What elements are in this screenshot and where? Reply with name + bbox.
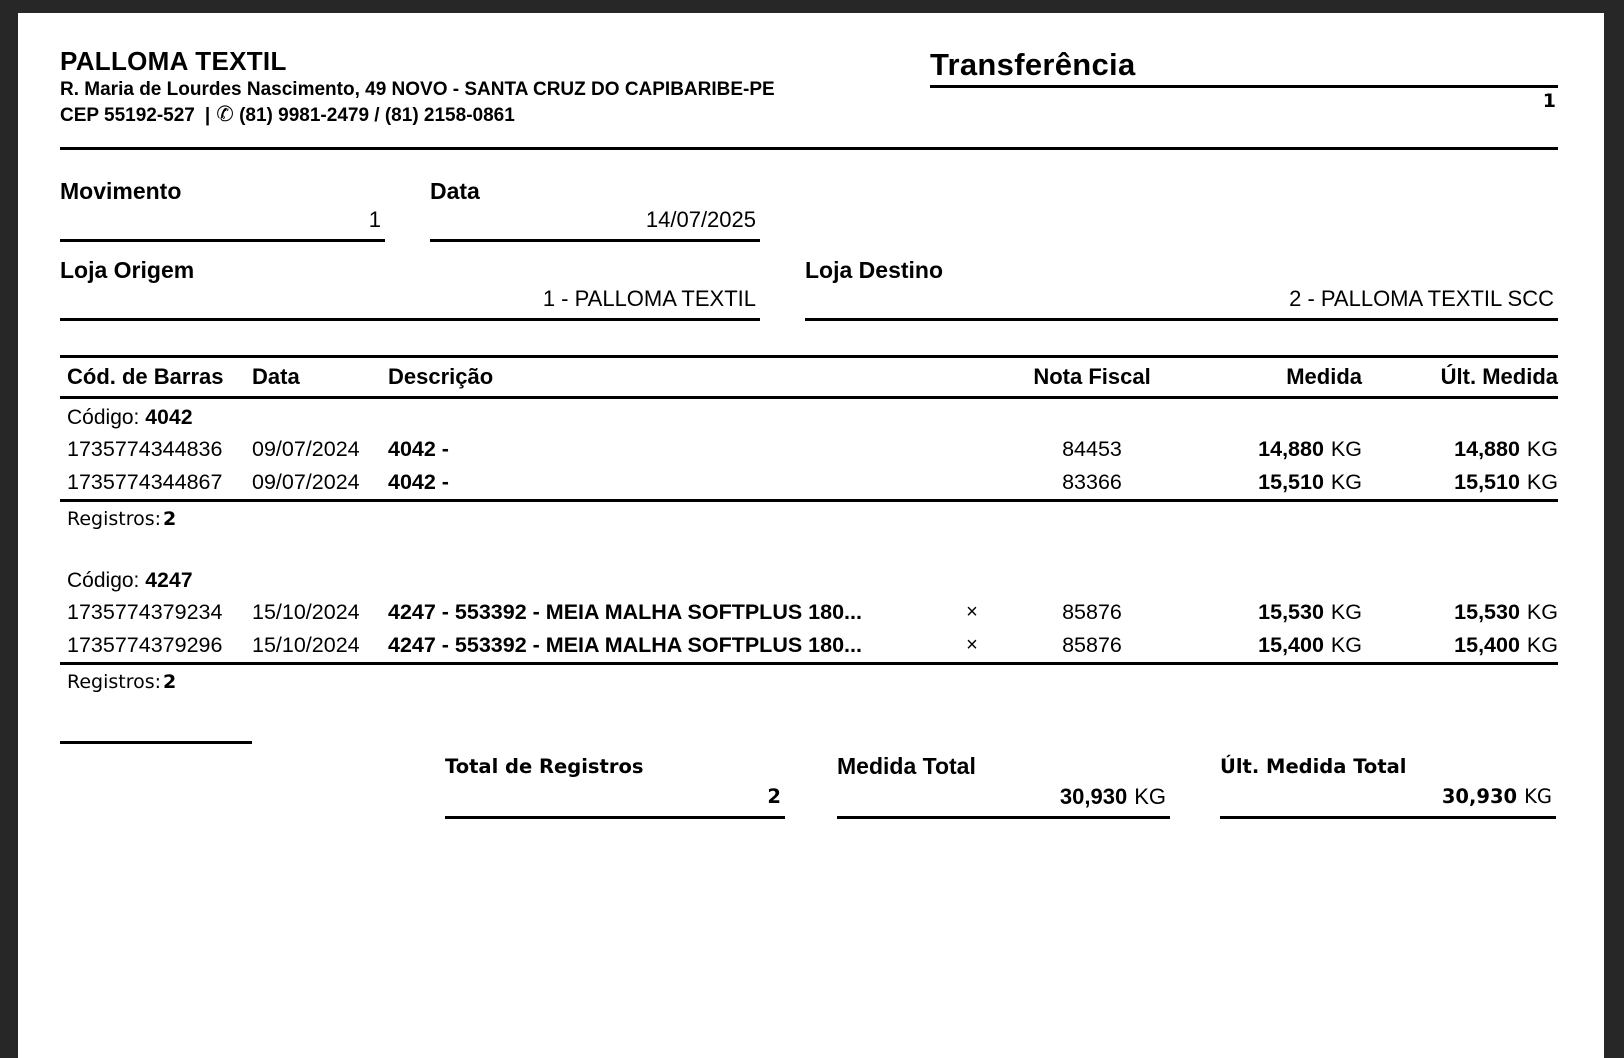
date-cell: 09/07/2024 <box>252 437 360 461</box>
header-measure: Medida <box>1286 364 1362 389</box>
code-label: Código: <box>67 569 140 592</box>
field-data <box>430 177 760 242</box>
x-marker: × <box>966 601 978 623</box>
table-group-4247 <box>60 566 1558 700</box>
phone-icon: ✆ <box>216 103 234 126</box>
loja-destino-label: Loja Destino <box>805 257 944 283</box>
table-row <box>60 433 1558 466</box>
description-cell: 4247 - 553392 - MEIA MALHA SOFTPLUS 180... <box>388 633 862 657</box>
field-movimento <box>60 177 385 242</box>
loja-destino-value: 2 - PALLOMA TEXTIL SCC <box>805 284 1558 321</box>
description-cell: 4042 - <box>388 437 449 461</box>
company-block <box>60 46 775 128</box>
invoice-cell: 85876 <box>1062 633 1122 657</box>
page-number: 1 <box>1542 90 1556 112</box>
movement-fields-row <box>60 177 1558 242</box>
medida-total-label: Medida Total <box>837 753 976 779</box>
company-name: PALLOMA TEXTIL <box>60 46 287 76</box>
table-row <box>60 629 1558 662</box>
invoice-cell: 85876 <box>1062 600 1122 624</box>
header-last-measure: Últ. Medida <box>1440 364 1558 389</box>
ult-medida-total-block <box>1220 752 1556 819</box>
barcode-cell: 1735774344867 <box>67 470 223 494</box>
table-row <box>60 596 1558 629</box>
invoice-cell: 84453 <box>1062 437 1122 461</box>
medida-total-block <box>837 752 1170 819</box>
company-phones: (81) 9981-2479 / (81) 2158-0861 <box>239 105 515 126</box>
registros-label: Registros: <box>67 508 162 530</box>
date-cell: 15/10/2024 <box>252 633 360 657</box>
registros-label: Registros: <box>67 671 162 693</box>
report-header <box>60 13 1558 128</box>
invoice-cell: 83366 <box>1062 470 1122 494</box>
group-code-line <box>60 403 1558 433</box>
x-marker: × <box>966 634 978 656</box>
signature-line <box>60 741 252 744</box>
measure-cell: 14,880 KG <box>1258 437 1362 461</box>
ult-medida-total-label: Últ. Medida Total <box>1220 755 1407 778</box>
group-registros-line <box>60 502 1558 537</box>
document-title: Transferência <box>930 46 1558 88</box>
company-contact-line <box>60 102 775 128</box>
header-invoice: Nota Fiscal <box>1033 364 1151 389</box>
table-header-row <box>60 358 1558 396</box>
code-value: 4042 <box>145 406 193 429</box>
ult-medida-total-value: 30,930 KG <box>1220 781 1556 819</box>
table-group-4042 <box>60 403 1558 537</box>
group-code-line <box>60 566 1558 596</box>
total-registros-label: Total de Registros <box>445 755 644 778</box>
code-value: 4247 <box>145 569 193 592</box>
header-barcode: Cód. de Barras <box>67 364 224 389</box>
data-label: Data <box>430 178 480 204</box>
field-loja-origem <box>60 256 760 321</box>
group-registros-line <box>60 665 1558 700</box>
movimento-value: 1 <box>60 205 385 242</box>
title-block <box>930 46 1558 115</box>
last-measure-cell: 15,530 KG <box>1454 600 1558 624</box>
header-divider <box>60 147 1558 150</box>
medida-total-value: 30,930 KG <box>837 781 1170 819</box>
last-measure-cell: 15,510 KG <box>1454 470 1558 494</box>
total-registros-value: 2 <box>445 781 785 819</box>
loja-origem-label: Loja Origem <box>60 257 195 283</box>
field-loja-destino <box>805 256 1558 321</box>
header-description: Descrição <box>388 364 494 389</box>
report-page <box>18 13 1604 1058</box>
last-measure-cell: 15,400 KG <box>1454 633 1558 657</box>
table-header-rule <box>60 396 1558 399</box>
date-cell: 09/07/2024 <box>252 470 360 494</box>
loja-origem-value: 1 - PALLOMA TEXTIL <box>60 284 760 321</box>
measure-cell: 15,400 KG <box>1258 633 1362 657</box>
description-cell: 4247 - 553392 - MEIA MALHA SOFTPLUS 180... <box>388 600 862 624</box>
store-fields-row <box>60 256 1558 321</box>
registros-count: 2 <box>163 671 177 693</box>
header-date: Data <box>252 364 300 389</box>
data-value: 14/07/2025 <box>430 205 760 242</box>
registros-count: 2 <box>163 508 177 530</box>
barcode-cell: 1735774379234 <box>67 600 223 624</box>
date-cell: 15/10/2024 <box>252 600 360 624</box>
last-measure-cell: 14,880 KG <box>1454 437 1558 461</box>
items-table <box>60 355 1558 700</box>
measure-cell: 15,510 KG <box>1258 470 1362 494</box>
report-content <box>60 13 1558 819</box>
measure-cell: 15,530 KG <box>1258 600 1362 624</box>
movimento-label: Movimento <box>60 178 182 204</box>
table-row <box>60 466 1558 499</box>
barcode-cell: 1735774379296 <box>67 633 223 657</box>
separator: | <box>204 105 211 126</box>
total-registros-block <box>445 752 785 819</box>
description-cell: 4042 - <box>388 470 449 494</box>
totals-row <box>60 752 1558 819</box>
code-label: Código: <box>67 406 140 429</box>
company-cep: CEP 55192-527 <box>60 105 195 126</box>
company-address: R. Maria de Lourdes Nascimento, 49 NOVO - SANTA CRUZ DO CAPIBARIBE-PE <box>60 79 775 100</box>
barcode-cell: 1735774344836 <box>67 437 223 461</box>
